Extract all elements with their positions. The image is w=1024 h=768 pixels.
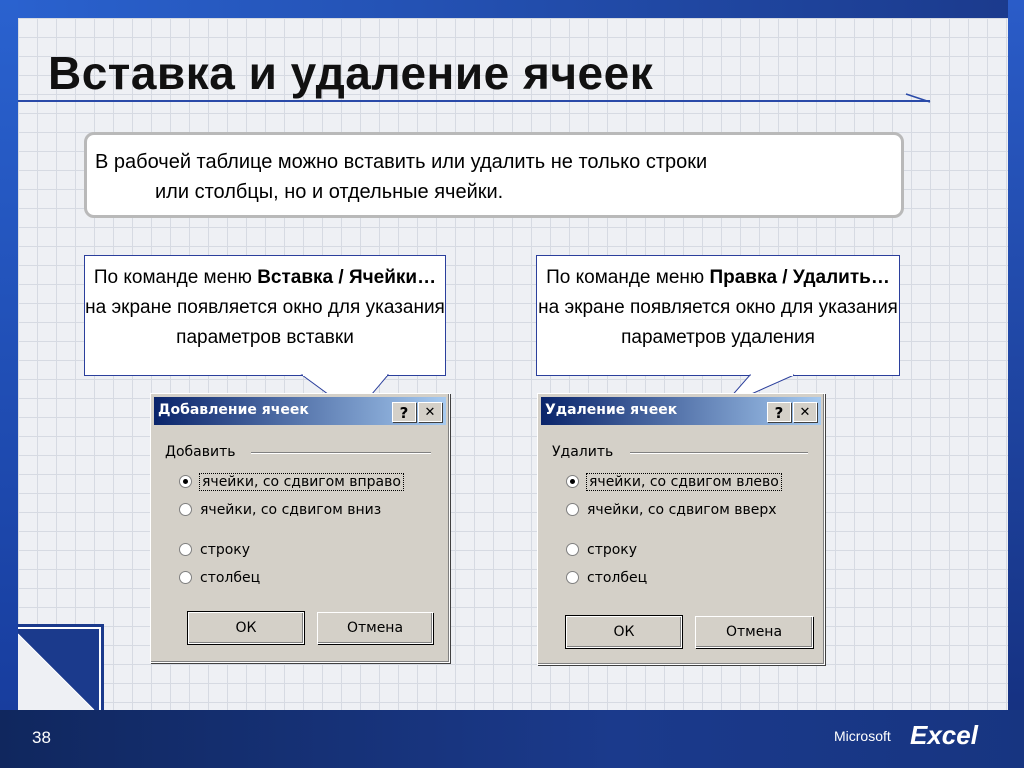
intro-box bbox=[84, 132, 904, 218]
group-label: Удалить bbox=[552, 444, 614, 460]
callout-delete bbox=[536, 255, 900, 376]
callout-insert bbox=[84, 255, 446, 376]
option-column[interactable]: столбец bbox=[566, 570, 647, 586]
dialog-titlebar bbox=[154, 397, 446, 425]
intro-line-1: В рабочей таблице можно вставить или удалить не только строки bbox=[95, 151, 708, 173]
option-shift-up[interactable]: ячейки, со сдвигом вверх bbox=[566, 502, 777, 518]
callout-insert-command: Вставка / Ячейки… bbox=[257, 267, 437, 288]
radio-icon[interactable] bbox=[566, 503, 579, 516]
close-button[interactable]: ✕ bbox=[793, 402, 817, 422]
callout-delete-pre: По команде меню bbox=[546, 267, 710, 288]
intro-text bbox=[95, 147, 895, 207]
option-shift-left[interactable]: ячейки, со сдвигом влево bbox=[566, 474, 781, 490]
help-button[interactable]: ? bbox=[767, 402, 791, 422]
radio-icon[interactable] bbox=[179, 503, 192, 516]
option-shift-down[interactable]: ячейки, со сдвигом вниз bbox=[179, 502, 381, 518]
right-frame bbox=[1008, 0, 1024, 768]
callout-insert-pre: По команде меню bbox=[93, 267, 258, 288]
radio-icon[interactable] bbox=[179, 543, 192, 556]
insert-cells-dialog bbox=[150, 393, 450, 663]
brand-company: Microsoft bbox=[834, 728, 891, 744]
group-divider bbox=[251, 452, 431, 454]
option-row[interactable]: строку bbox=[179, 542, 250, 558]
cancel-button[interactable]: Отмена bbox=[317, 612, 433, 644]
group-label: Добавить bbox=[165, 444, 236, 460]
radio-icon[interactable] bbox=[179, 571, 192, 584]
dialog-title: Удаление ячеек bbox=[545, 402, 678, 418]
page-number: 38 bbox=[32, 728, 51, 747]
underline-arrow-icon bbox=[904, 92, 934, 104]
group-divider bbox=[630, 452, 808, 454]
ok-button[interactable]: ОК bbox=[188, 612, 304, 644]
callout-insert-post: на экране появляется окно для указания параметров вставки bbox=[85, 297, 445, 348]
option-column[interactable]: столбец bbox=[179, 570, 260, 586]
radio-icon[interactable] bbox=[566, 571, 579, 584]
left-frame bbox=[0, 0, 18, 768]
close-button[interactable]: ✕ bbox=[418, 402, 442, 422]
help-button[interactable]: ? bbox=[392, 402, 416, 422]
intro-line-2: или столбцы, но и отдельные ячейки. bbox=[155, 181, 504, 203]
radio-selected-icon[interactable] bbox=[179, 475, 192, 488]
callout-delete-post: на экране появляется окно для указания параметров удаления bbox=[538, 297, 898, 348]
title-underline bbox=[18, 100, 930, 102]
radio-selected-icon[interactable] bbox=[566, 475, 579, 488]
radio-icon[interactable] bbox=[566, 543, 579, 556]
callout-delete-command: Правка / Удалить… bbox=[709, 267, 890, 288]
corner-decoration-icon bbox=[18, 624, 104, 710]
option-shift-right[interactable]: ячейки, со сдвигом вправо bbox=[179, 474, 403, 490]
ok-button[interactable]: ОК bbox=[566, 616, 682, 648]
top-frame bbox=[0, 0, 1024, 18]
option-row[interactable]: строку bbox=[566, 542, 637, 558]
cancel-button[interactable]: Отмена bbox=[695, 616, 813, 648]
slide-title: Вставка и удаление ячеек bbox=[48, 47, 654, 99]
delete-cells-dialog bbox=[537, 393, 825, 665]
dialog-titlebar bbox=[541, 397, 821, 425]
dialog-title: Добавление ячеек bbox=[158, 402, 309, 418]
brand-product: Excel bbox=[910, 720, 978, 750]
